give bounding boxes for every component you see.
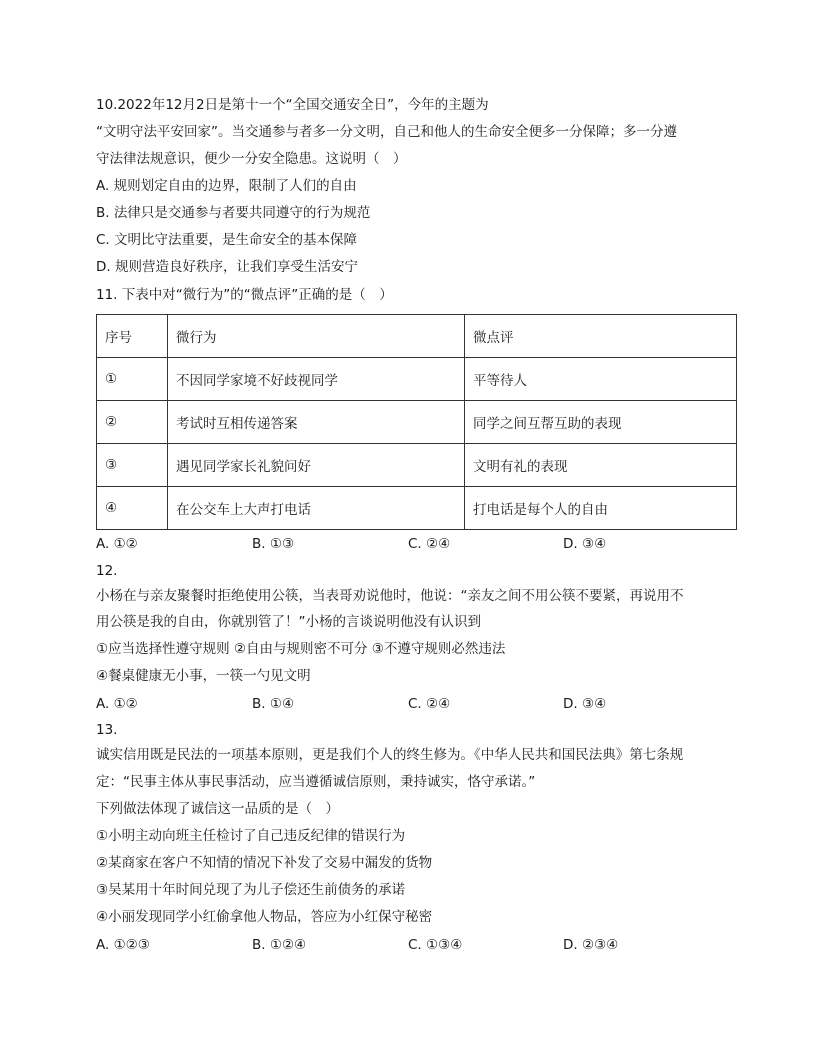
- q11-table: [96, 314, 737, 530]
- q12-options: [96, 695, 696, 713]
- table-header-cell: 微行为: [168, 315, 465, 358]
- table-row: [97, 358, 737, 401]
- table-cell: 在公交车上大声打电话: [168, 487, 465, 530]
- q10-option-d: D. 规则营造良好秩序，让我们享受生活安宁: [96, 259, 358, 275]
- q11-options: [96, 535, 696, 553]
- table-row: [97, 401, 737, 444]
- q13-option-b: B. ①②④: [252, 937, 307, 953]
- q13-option-a: A. ①②③: [96, 937, 150, 953]
- q12-number: 12.: [96, 563, 118, 579]
- table-cell: 文明有礼的表现: [465, 444, 737, 487]
- q11-option-c: C. ②④: [408, 536, 451, 552]
- q11-option-a: A. ①②: [96, 536, 138, 552]
- q11-option-d: D. ③④: [563, 536, 607, 552]
- q13-item-3: ③吴某用十年时间兑现了为儿子偿还生前债务的承诺: [96, 882, 406, 898]
- q13-stem-line3: 下列做法体现了诚信这一品质的是（ ）: [96, 801, 339, 817]
- table-cell: 平等待人: [465, 358, 737, 401]
- table-cell: ②: [97, 401, 168, 444]
- q10-option-a: A. 规则划定自由的边界，限制了人们的自由: [96, 178, 357, 194]
- table-row: [97, 444, 737, 487]
- q12-stem-line1: 小杨在与亲友聚餐时拒绝使用公筷，当表哥劝说他时，他说：“亲友之间不用公筷不要紧，再说用不: [96, 588, 684, 604]
- q13-stem-line2: 定：“民事主体从事民事活动，应当遵循诚信原则，秉持诚实，恪守承诺。”: [96, 774, 536, 790]
- q12-option-a: A. ①②: [96, 696, 138, 712]
- table-cell: 打电话是每个人的自由: [465, 487, 737, 530]
- q11-stem: 11. 下表中对“微行为”的“微点评”正确的是（ ）: [96, 287, 393, 303]
- q13-number: 13.: [96, 722, 118, 738]
- table-cell: 考试时互相传递答案: [168, 401, 465, 444]
- q12-option-b: B. ①④: [252, 696, 295, 712]
- table-cell: 遇见同学家长礼貌问好: [168, 444, 465, 487]
- table-cell: ④: [97, 487, 168, 530]
- q13-option-d: D. ②③④: [563, 937, 619, 953]
- q12-option-d: D. ③④: [563, 696, 607, 712]
- q10-stem-line2: “文明守法平安回家”。当交通参与者多一分文明，自己和他人的生命安全便多一分保障；多一分遵: [96, 124, 677, 140]
- q10-option-c: C. 文明比守法重要，是生命安全的基本保障: [96, 232, 358, 248]
- table-cell: 不因同学家境不好歧视同学: [168, 358, 465, 401]
- table-cell: ③: [97, 444, 168, 487]
- table-cell: 同学之间互帮互助的表现: [465, 401, 737, 444]
- q12-items-line2: ④餐桌健康无小事，一筷一勺见文明: [96, 668, 311, 684]
- table-header-cell: 微点评: [465, 315, 737, 358]
- q10-stem-line1: 10.2022年12月2日是第十一个“全国交通安全日”，今年的主题为: [96, 97, 489, 113]
- q13-item-2: ②某商家在客户不知情的情况下补发了交易中漏发的货物: [96, 855, 433, 871]
- table-cell: ①: [97, 358, 168, 401]
- table-header-cell: 序号: [97, 315, 168, 358]
- q12-items-line1: ①应当选择性遵守规则 ②自由与规则密不可分 ③不遵守规则必然违法: [96, 641, 506, 657]
- q13-options: [96, 936, 696, 954]
- q12-option-c: C. ②④: [408, 696, 451, 712]
- q11-option-b: B. ①③: [252, 536, 295, 552]
- q13-item-1: ①小明主动向班主任检讨了自己违反纪律的错误行为: [96, 828, 406, 844]
- q10-stem-line3: 守法律法规意识，便少一分安全隐患。这说明（ ）: [96, 151, 407, 167]
- q13-item-4: ④小丽发现同学小红偷拿他人物品，答应为小红保守秘密: [96, 909, 433, 925]
- q13-stem-line1: 诚实信用既是民法的一项基本原则，更是我们个人的终生修为。《中华人民共和国民法典》第七条规: [96, 747, 684, 763]
- q12-stem-line2: 用公筷是我的自由，你就别管了！”小杨的言谈说明他没有认识到: [96, 614, 481, 630]
- q10-option-b: B. 法律只是交通参与者要共同遵守的行为规范: [96, 205, 371, 221]
- table-header-row: [97, 315, 737, 358]
- table-row: [97, 487, 737, 530]
- q13-option-c: C. ①③④: [408, 937, 463, 953]
